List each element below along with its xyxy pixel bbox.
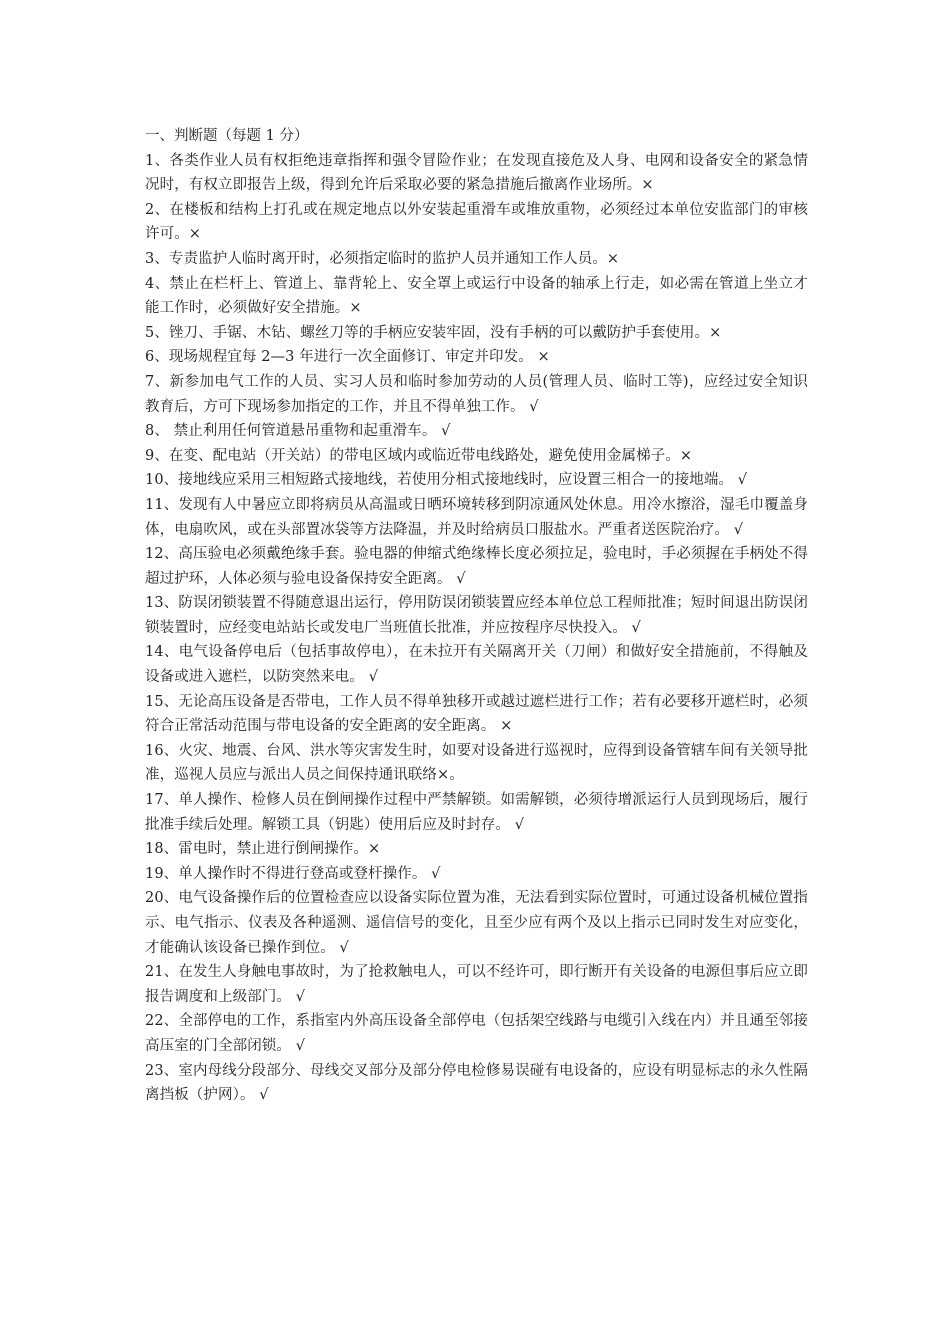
question-item: 23、室内母线分段部分、母线交叉部分及部分停电检修易误碰有电设备的，应设有明显标志的永久性隔离挡板（护网）。 √ bbox=[145, 1062, 808, 1104]
question-item: 18、雷电时，禁止进行倒闸操作。× bbox=[145, 841, 381, 858]
question-item: 8、 禁止利用任何管道悬吊重物和起重滑车。 √ bbox=[145, 423, 451, 440]
question-item: 6、现场规程宜每 2—3 年进行一次全面修订、审定并印发。 × bbox=[145, 349, 550, 366]
question-item: 11、发现有人中暑应立即将病员从高温或日晒环境转移到阴凉通风处休息。用冷水擦浴，湿毛巾覆盖身体，电扇吹风，或在头部置冰袋等方法降温，并及时给病员口服盐水。严重者送医院治疗。 √ bbox=[145, 496, 808, 538]
question-item: 19、单人操作时不得进行登高或登杆操作。 √ bbox=[145, 865, 441, 882]
question-item: 3、专责监护人临时离开时，必须指定临时的监护人员并通知工作人员。× bbox=[145, 250, 620, 267]
question-item: 16、火灾、地震、台风、洪水等灾害发生时，如要对设备进行巡视时，应得到设备管辖车间有关领导批准，巡视人员应与派出人员之间保持通讯联络×。 bbox=[145, 742, 808, 784]
question-item: 13、防误闭锁装置不得随意退出运行，停用防误闭锁装置应经本单位总工程师批准；短时间退出防误闭锁装置时，应经变电站站长或发电厂当班值长批准，并应按程序尽快投入。 √ bbox=[145, 595, 808, 636]
question-list bbox=[145, 149, 808, 1108]
question-item: 10、接地线应采用三相短路式接地线，若使用分相式接地线时，应设置三相合一的接地端。 √ bbox=[145, 472, 748, 489]
question-item: 17、单人操作、检修人员在倒闸操作过程中严禁解锁。如需解锁，必须待增派运行人员到现场后，履行批准手续后处理。解锁工具（钥匙）使用后应及时封存。 √ bbox=[145, 792, 808, 833]
question-item: 21、在发生人身触电事故时，为了抢救触电人，可以不经许可，即行断开有关设备的电源但事后应立即报告调度和上级部门。 √ bbox=[145, 964, 808, 1005]
question-item: 2、在楼板和结构上打孔或在规定地点以外安装起重滑车或堆放重物，必须经过本单位安监部门的审核许可。× bbox=[145, 201, 808, 243]
question-item: 15、无论高压设备是否带电，工作人员不得单独移开或越过遮栏进行工作；若有必要移开遮栏时，必须符合正常活动范围与带电设备的安全距离的安全距离。 × bbox=[145, 693, 808, 735]
question-item: 9、在变、配电站（开关站）的带电区域内或临近带电线路处，避免使用金属梯子。× bbox=[145, 447, 693, 464]
section-title: 一、判断题（每题 1 分） bbox=[145, 128, 309, 144]
question-item: 5、锉刀、手锯、木钻、螺丝刀等的手柄应安装牢固，没有手柄的可以戴防护手套使用。× bbox=[145, 324, 722, 341]
question-item: 7、新参加电气工作的人员、实习人员和临时参加劳动的人员(管理人员、临时工等)，应经过安全知识教育后，方可下现场参加指定的工作，并且不得单独工作。 √ bbox=[145, 373, 808, 415]
question-item: 4、禁止在栏杆上、管道上、靠背轮上、安全罩上或运行中设备的轴承上行走，如必需在管道上坐立才能工作时，必须做好安全措施。× bbox=[145, 275, 808, 317]
question-item: 20、电气设备操作后的位置检查应以设备实际位置为准，无法看到实际位置时，可通过设备机械位置指示、电气指示、仪表及各种遥测、遥信信号的变化，且至少应有两个及以上指示已同时发生对应变化，才能确认该设备已操作到位。 √ bbox=[145, 890, 808, 956]
question-item: 22、全部停电的工作，系指室内外高压设备全部停电（包括架空线路与电缆引入线在内）并且通至邻接高压室的门全部闭锁。 √ bbox=[145, 1013, 808, 1054]
question-item: 12、高压验电必须戴绝缘手套。验电器的伸缩式绝缘棒长度必须拉足，验电时，手必须握在手柄处不得超过护环，人体必须与验电设备保持安全距离。 √ bbox=[145, 546, 808, 587]
question-item: 1、各类作业人员有权拒绝违章指挥和强令冒险作业；在发现直接危及人身、电网和设备安全的紧急情况时，有权立即报告上级，得到允许后采取必要的紧急措施后撤离作业场所。× bbox=[145, 152, 808, 194]
question-item: 14、电气设备停电后（包括事故停电），在未拉开有关隔离开关（刀闸）和做好安全措施前，不得触及设备或进入遮栏，以防突然来电。 √ bbox=[145, 644, 808, 686]
